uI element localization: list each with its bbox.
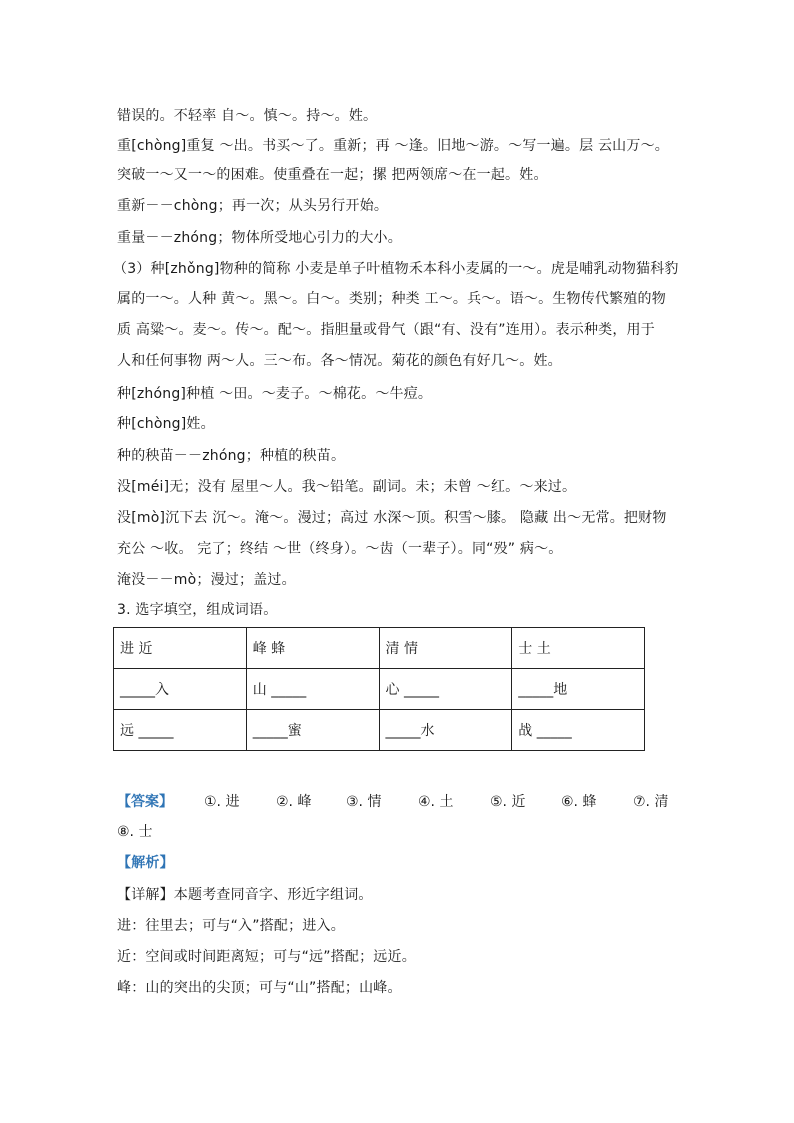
table-cell: _____水 — [379, 710, 512, 751]
answer-item: ①. 进 — [204, 794, 240, 810]
text-line: 重[chòng]重复 ～出。书买～了。重新；再 ～逢。旧地～游。～写一遍。层 云山万～。 — [117, 138, 669, 154]
text-line: 没[mò]沉下去 沉～。淹～。漫过；高过 水深～顶。积雪～膝。 隐藏 出～无常。把财物 — [117, 510, 667, 526]
analysis-line: 进：往里去；可与“入”搭配；进入。 — [117, 918, 345, 934]
table-cell: 峰 蜂 — [246, 628, 379, 669]
answer-label: 【答案】 — [117, 794, 173, 810]
table-cell: 远 _____ — [114, 710, 247, 751]
text-line: 种[chòng]姓。 — [117, 416, 215, 432]
answer-item: ⑦. 清 — [633, 794, 669, 810]
answer-item: ⑧. 士 — [117, 824, 153, 840]
text-line: 充公 ～收。 完了；终结 ～世（终身）。～齿（一辈子）。同“殁” 病～。 — [117, 541, 563, 557]
table-cell: _____地 — [512, 669, 645, 710]
text-line: 没[méi]无；没有 屋里～人。我～铅笔。副词。未；未曾 ～红。～来过。 — [117, 479, 577, 495]
table-cell: 清 情 — [379, 628, 512, 669]
table-cell: 山 _____ — [246, 669, 379, 710]
answer-item: ③. 情 — [346, 794, 382, 810]
text-line: （3）种[zhǒng]物种的简称 小麦是单子叶植物禾本科小麦属的一～。虎是哺乳动物猫科豹 — [113, 261, 679, 277]
text-line: 淹没－－mò；漫过；盖过。 — [117, 572, 296, 588]
text-line: 人和任何事物 两～人。三～布。各～情况。菊花的颜色有好几～。姓。 — [117, 353, 562, 369]
answer-item: ⑤. 近 — [490, 794, 526, 810]
answer-item: ④. 土 — [418, 794, 454, 810]
fill-in-table — [113, 627, 645, 751]
text-line: 种[zhóng]种植 ～田。～麦子。～棉花。～牛痘。 — [117, 386, 433, 402]
text-line: 属的一～。人种 黄～。黑～。白～。类别；种类 工～。兵～。语～。生物传代繁殖的物 — [117, 291, 666, 307]
table-row — [114, 710, 645, 751]
text-line: 重量－－zhóng；物体所受地心引力的大小。 — [117, 230, 402, 246]
analysis-line: 【详解】本题考查同音字、形近字组词。 — [117, 887, 373, 903]
table-cell: _____蜜 — [246, 710, 379, 751]
text-line: 重新－－chòng；再一次；从头另行开始。 — [117, 198, 389, 214]
analysis-line: 峰：山的突出的尖顶；可与“山”搭配；山峰。 — [117, 980, 402, 996]
table-cell: 进 近 — [114, 628, 247, 669]
table-cell: _____入 — [114, 669, 247, 710]
analysis-label: 【解析】 — [117, 855, 174, 871]
table-cell: 心 _____ — [379, 669, 512, 710]
question-title: 3. 选字填空，组成词语。 — [117, 602, 278, 618]
analysis-line: 近：空间或时间距离短；可与“远”搭配；远近。 — [117, 949, 416, 965]
text-line: 质 高粱～。麦～。传～。配～。指胆量或骨气（跟“有、没有”连用）。表示种类，用于 — [117, 322, 655, 338]
answer-item: ⑥. 蜂 — [561, 794, 597, 810]
table-row — [114, 628, 645, 669]
table-cell: 战 _____ — [512, 710, 645, 751]
text-line: 错误的。不轻率 自～。慎～。持～。姓。 — [117, 108, 378, 124]
answer-item: ②. 峰 — [276, 794, 312, 810]
text-line: 种的秧苗－－zhóng；种植的秧苗。 — [117, 448, 346, 464]
table-cell: 士 土 — [512, 628, 645, 669]
table-row — [114, 669, 645, 710]
text-line: 突破一～又一～的困难。使重叠在一起；摞 把两领席～在一起。姓。 — [117, 167, 548, 183]
